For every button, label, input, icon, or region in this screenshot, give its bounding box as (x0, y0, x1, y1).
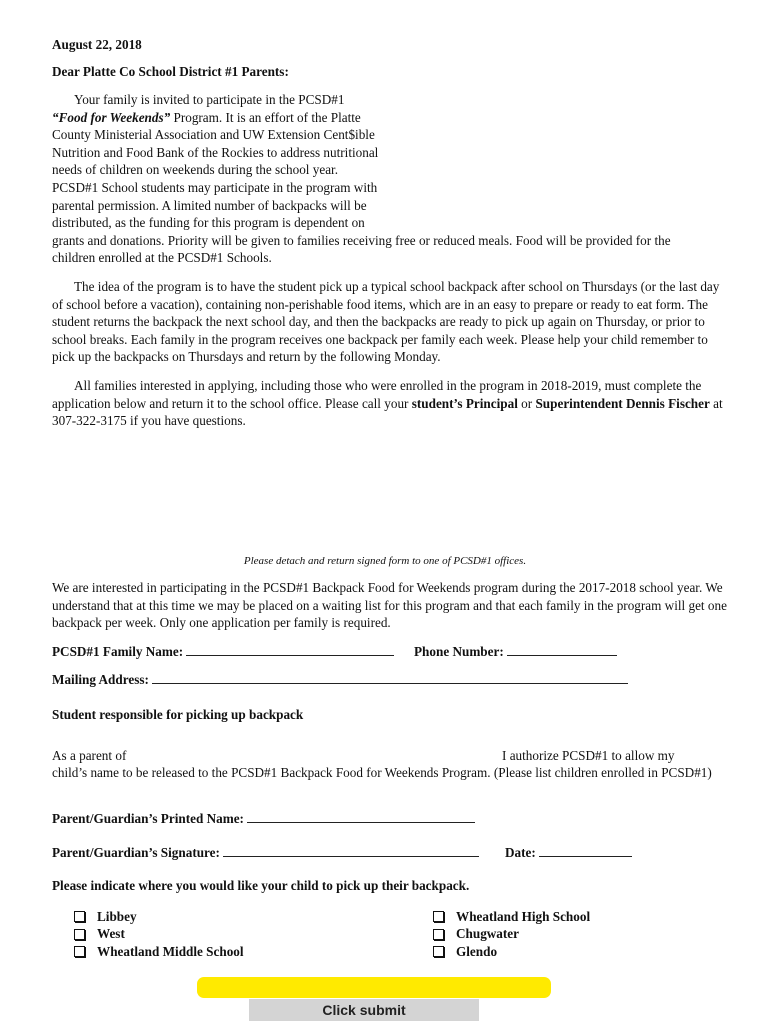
phone-label: Phone Number: (414, 644, 504, 659)
superintendent-name: Superintendent Dennis Fischer (535, 395, 710, 411)
printed-name-label: Parent/Guardian’s Printed Name: (52, 811, 244, 826)
form-intro: We are interested in participating in the PCSD#1 Backpack Food for Weekends program during the 2017-2018 school year. We understand that at this time we may be placed on a waiting list for this program and that each family in the program will get one backpack per week. Only one application per family is required. (52, 580, 727, 631)
checkbox-icon[interactable] (433, 929, 444, 940)
address-label: Mailing Address: (52, 672, 149, 687)
school-label: Chugwater (456, 926, 520, 942)
school-option[interactable] (433, 926, 590, 944)
paragraph-intro (52, 91, 742, 267)
school-list-right (433, 908, 590, 961)
child-names-field[interactable] (135, 745, 495, 763)
school-option[interactable] (74, 908, 244, 926)
checkbox-icon[interactable] (433, 911, 444, 922)
school-label: West (97, 926, 125, 942)
family-name-label: PCSD#1 Family Name: (52, 644, 184, 659)
school-option[interactable] (433, 943, 590, 961)
date-row (505, 844, 632, 862)
intro-line: Your family is invited to participate in the PCSD#1 (74, 92, 345, 107)
authorize-text: I authorize PCSD#1 to allow my (502, 748, 675, 763)
contact-text: or (517, 395, 536, 411)
salutation: Dear Platte Co School District #1 Parents: (52, 64, 289, 79)
student-label: Student responsible for picking up backpack (52, 707, 304, 722)
checkbox-icon[interactable] (433, 946, 444, 957)
school-label: Glendo (456, 943, 498, 959)
address-row (52, 671, 628, 689)
intro-line: County Ministerial Association and UW Extension Cent$ible (52, 127, 375, 143)
intro-line-text: Program. It is an effort of the Platte (170, 109, 361, 125)
school-option[interactable] (74, 926, 244, 944)
school-label: Wheatland High School (456, 908, 591, 924)
school-label: Libbey (97, 908, 137, 924)
intro-line: children enrolled at the PCSD#1 Schools. (52, 250, 272, 266)
intro-line: PCSD#1 School students may participate in the program with (52, 179, 378, 195)
paragraph-program-details: The idea of the program is to have the student pick up a typical school backpack after school on Thursdays (or the last day of school before a vacation), containing non-perishable food items, which are in an easy to prepare or ready to eat form. The student returns the backpack the next school day, and then the backpacks are ready to pick up again on Thursday, or prior to school breaks. Each family in the program receives one backpack per family each week. Please help your child remember to pick up the backpacks on Thursdays and return by the following Monday. (52, 279, 720, 365)
highlight-bar (197, 977, 551, 998)
intro-line (52, 109, 742, 127)
signature-row (52, 844, 479, 862)
school-option[interactable] (74, 943, 244, 961)
checkbox-icon[interactable] (74, 946, 85, 957)
date-label: Date: (505, 845, 536, 860)
submit-button[interactable]: Click submit (249, 999, 479, 1021)
contact-text: All families interested in applying, including those who were enrolled in the program in 2018-2019, must complete the application below and return it to the school office. Please call your (52, 378, 702, 411)
school-option[interactable] (433, 908, 590, 926)
program-name: “Food for Weekends” (52, 109, 171, 125)
intro-line: parental permission. A limited number of backpacks will be (52, 197, 367, 213)
phone-row (414, 643, 617, 661)
checkbox-icon[interactable] (74, 929, 85, 940)
intro-line: needs of children on weekends during the school year. (52, 162, 339, 178)
phone-field[interactable] (507, 644, 617, 656)
intro-line: distributed, as the funding for this program is dependent on (52, 215, 365, 231)
contact-phone-text: at 307-322-3175 if you have questions. (52, 395, 723, 429)
intro-line: Nutrition and Food Bank of the Rockies to address nutritional (52, 144, 379, 160)
principal-text: student’s Principal (411, 395, 518, 411)
detach-note: Please detach and return signed form to one of PCSD#1 offices. (243, 555, 527, 567)
parent-of-label: As a parent of (52, 748, 127, 763)
school-label: Wheatland Middle School (97, 943, 244, 959)
printed-name-row (52, 810, 475, 828)
family-name-field[interactable] (186, 644, 394, 656)
address-field[interactable] (152, 672, 628, 684)
signature-field[interactable] (223, 845, 479, 857)
signature-label: Parent/Guardian’s Signature: (52, 845, 220, 860)
release-text: child’s name to be released to the PCSD#1 Backpack Food for Weekends Program. (Please list children enrolled in PCSD#1) (52, 765, 712, 780)
date-field[interactable] (539, 845, 632, 857)
school-list-left (74, 908, 244, 961)
paragraph-contact (52, 377, 728, 430)
intro-line: grants and donations. Priority will be given to families receiving free or reduced meals. Food will be provided for the (52, 232, 671, 248)
checkbox-icon[interactable] (74, 911, 85, 922)
letter-date: August 22, 2018 (52, 37, 142, 52)
family-name-row (52, 643, 394, 661)
printed-name-field[interactable] (247, 811, 475, 823)
pickup-prompt: Please indicate where you would like your child to pick up their backpack. (52, 878, 470, 893)
